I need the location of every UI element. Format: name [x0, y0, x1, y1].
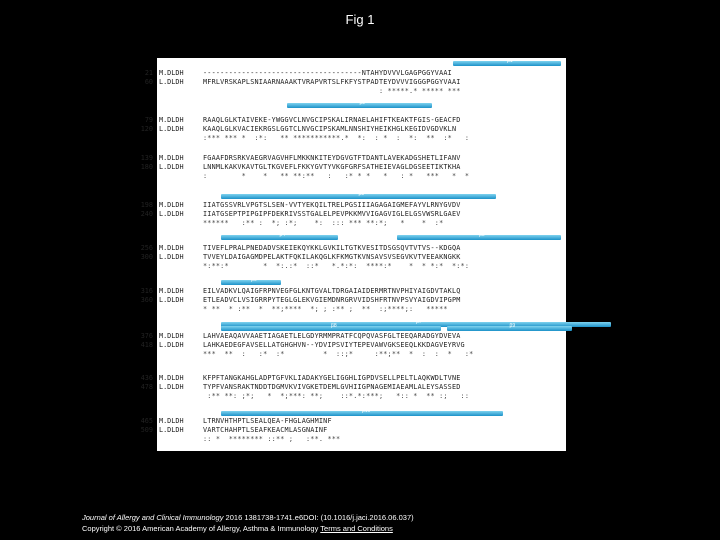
caption: [82, 512, 414, 534]
sequence-text: : *****.* ***** ***: [203, 87, 461, 95]
sequence-text: TYPFVANSRAKTNDDTDGMVKVIVGKETDEMLGVHIIGPNAGEMIAEAMLALEYSASSED: [203, 383, 461, 391]
sequence-text: ****** :** : *; :*; *: ::: *** **:*; * * :*: [203, 219, 444, 227]
structure-bar: [221, 408, 503, 416]
structure-bar: [287, 100, 432, 108]
species-label: L.DLDH: [159, 163, 184, 171]
residue-number: 21: [144, 69, 153, 77]
structure-bar: [221, 277, 281, 285]
structure-bar-label: β2: [359, 100, 366, 106]
residue-number: 418: [140, 341, 153, 349]
species-label: M.DLDH: [159, 374, 184, 382]
sequence-text: ETLEADVCLVSIGRRPYTEGLGLEKVGIEMDNRGRVVIDSHFRTNVPSVYAIGDVIPGPM: [203, 296, 461, 304]
structure-bar-label: β10: [362, 408, 371, 414]
structure-bar: [221, 191, 496, 199]
structure-bar: [221, 323, 441, 331]
structure-bar-label: β7: [416, 319, 422, 325]
structure-bar-label: β4: [279, 232, 286, 238]
sequence-alignment-figure: [140, 58, 566, 451]
residue-number: 60: [144, 78, 153, 86]
residue-number: 300: [140, 253, 153, 261]
sequence-text: EILVADKVLQAIGFRPNVEGFGLKNTGVALTDRGAIAIDERMRTNVPHIYAIGDVTAKLQ: [203, 287, 461, 295]
residue-number: 436: [140, 374, 153, 382]
species-label: L.DLDH: [159, 341, 184, 349]
structure-bar-label: β6: [251, 277, 257, 283]
structure-bar-label: β9: [509, 323, 516, 329]
residue-number: 240: [140, 210, 153, 218]
copyright: Copyright © 2016 American Academy of Allergy, Asthma & Immunology: [82, 524, 321, 533]
residue-number: 478: [140, 383, 153, 391]
sequence-text: LAHVAEAQAVVAAETIAGAETLELGDYRMMPRATFCQPQVASFGLTEEQARADGYDVEVA: [203, 332, 461, 340]
species-label: M.DLDH: [159, 201, 184, 209]
residue-number: 316: [140, 287, 153, 295]
species-label: M.DLDH: [159, 69, 184, 77]
sequence-text: :: * ******** ::** ; :**. ***: [203, 435, 341, 443]
residue-number: 360: [140, 296, 153, 304]
sequence-text: : * * ** **:** : :* * * * : * *** * *: [203, 172, 470, 180]
residue-number: 376: [140, 332, 153, 340]
figure-title: Fig 1: [345, 12, 375, 27]
residue-number: 256: [140, 244, 153, 252]
sequence-text: *** ** : :* :* * ::;* :**;** * : : * :*: [203, 350, 474, 358]
structure-bar: [453, 58, 561, 66]
sequence-text: LNNMLKAKVKAVTGLTKGVEFLFKKYGVTYVKGFGRFSATHEIEVAGLDGSEETIKTKHA: [203, 163, 461, 171]
sequence-text: :*** *** * :*: ** ***********.* *: : * : *: ** :* :: [203, 134, 470, 142]
species-label: M.DLDH: [159, 332, 184, 340]
sequence-text: -------------------------------------NTAHYDVVVLGAGPGGYVAAI: [203, 69, 452, 77]
residue-number: 120: [140, 125, 153, 133]
species-label: M.DLDH: [159, 244, 184, 252]
sequence-text: :** **: ;*; * *;***: **; ::*.*:***; *:: * ** :; ::: [203, 392, 470, 400]
species-label: L.DLDH: [159, 78, 184, 86]
sequence-text: RAAQLGLKTAIVEKE-YWGGVCLNVGCIPSKALIRNAELAHIFTKEAKTFGIS-GEACFD: [203, 116, 461, 124]
structure-bar: [397, 232, 561, 240]
species-label: M.DLDH: [159, 116, 184, 124]
residue-number: 139: [140, 154, 153, 162]
sequence-text: IIATGSSVRLVPGTSLSEN-VVTYEKQILTRELPGSIIIAGAGAIGMEFAYVLRNYGVDV: [203, 201, 461, 209]
species-label: M.DLDH: [159, 287, 184, 295]
species-label: L.DLDH: [159, 383, 184, 391]
sequence-text: IIATGSEPTPIPGIPFDEKRIVSSTGALELPEVPKKMVVIGAGVIGLELGSVWSRLGAEV: [203, 210, 461, 218]
sequence-text: MFRLVRSKAPLSNIAARNAAAKTVRAPVRTSLFKFYSTPADTEYDVVVIGGGPGGYVAAI: [203, 78, 461, 86]
structure-bar-label: β5: [479, 232, 485, 238]
sequence-text: KFPFTANGKAHGLADPTGFVKLIADAKYGELIGGHLIGPDVSELLPELTLAQKWDLTVNE: [203, 374, 461, 382]
residue-number: 465: [140, 417, 153, 425]
sequence-text: TIVEFLPRALPNEDADVSKEIEKQYKKLGVKILTGTKVESITDSGSQVTVTVS--KDGQA: [203, 244, 461, 252]
sequence-text: KAAQLGLKVACIEKRGSLGGTCLNVGCIPSKAMLNNSHIYHEIKHGLKEGIDVGDVKLN: [203, 125, 457, 133]
residue-number: 198: [140, 201, 153, 209]
residue-number: 509: [140, 426, 153, 434]
journal-name: Journal of Allergy and Clinical Immunology: [82, 513, 224, 522]
residue-number: 180: [140, 163, 153, 171]
species-label: L.DLDH: [159, 296, 184, 304]
structure-bar-label: β3: [358, 191, 365, 197]
terms-link[interactable]: Terms and Conditions: [320, 524, 393, 533]
species-label: M.DLDH: [159, 154, 184, 162]
sequence-text: FGAAFDRSRKVAEGRVAGVHFLMKKNKITEYDGVGTFTDANTLAVEKADGSHETLIFANV: [203, 154, 461, 162]
structure-bar: [447, 323, 572, 331]
species-label: M.DLDH: [159, 417, 184, 425]
species-label: L.DLDH: [159, 125, 184, 133]
sequence-text: TVVEYLDAIGAGMDPELAKTFQKILAKQGLKFKMGTKVNSAVSVSEGVKVTVEEAKNGKK: [203, 253, 461, 261]
species-label: L.DLDH: [159, 253, 184, 261]
citation: 2016 1381738-1741.e6DOI: (10.1016/j.jaci.2016.06.037): [223, 513, 414, 522]
sequence-text: * ** * :** * **;**** *; ; :** ; ** :;****;: *****: [203, 305, 448, 313]
sequence-text: VARTCHAHPTLSEAFKEACMLASGNAINF: [203, 426, 328, 434]
species-label: L.DLDH: [159, 426, 184, 434]
structure-bar-label: β8: [331, 323, 337, 329]
sequence-text: *:**:* * *:.:* ::* *.*:*: ****:* * * *:* *:*:: [203, 262, 470, 270]
residue-number: 79: [144, 116, 153, 124]
structure-bar: [221, 232, 338, 240]
species-label: L.DLDH: [159, 210, 184, 218]
structure-bar-label: β1: [507, 58, 513, 64]
sequence-text: LAHKAEDEGFAVSELLATGHGHVN--YDVIPSVIYTEPEVAWVGKSEEQLKKDAGVEYRVG: [203, 341, 465, 349]
sequence-text: LTRNVHTHPTLSEALQEA-FHGLAGHMINF: [203, 417, 332, 425]
